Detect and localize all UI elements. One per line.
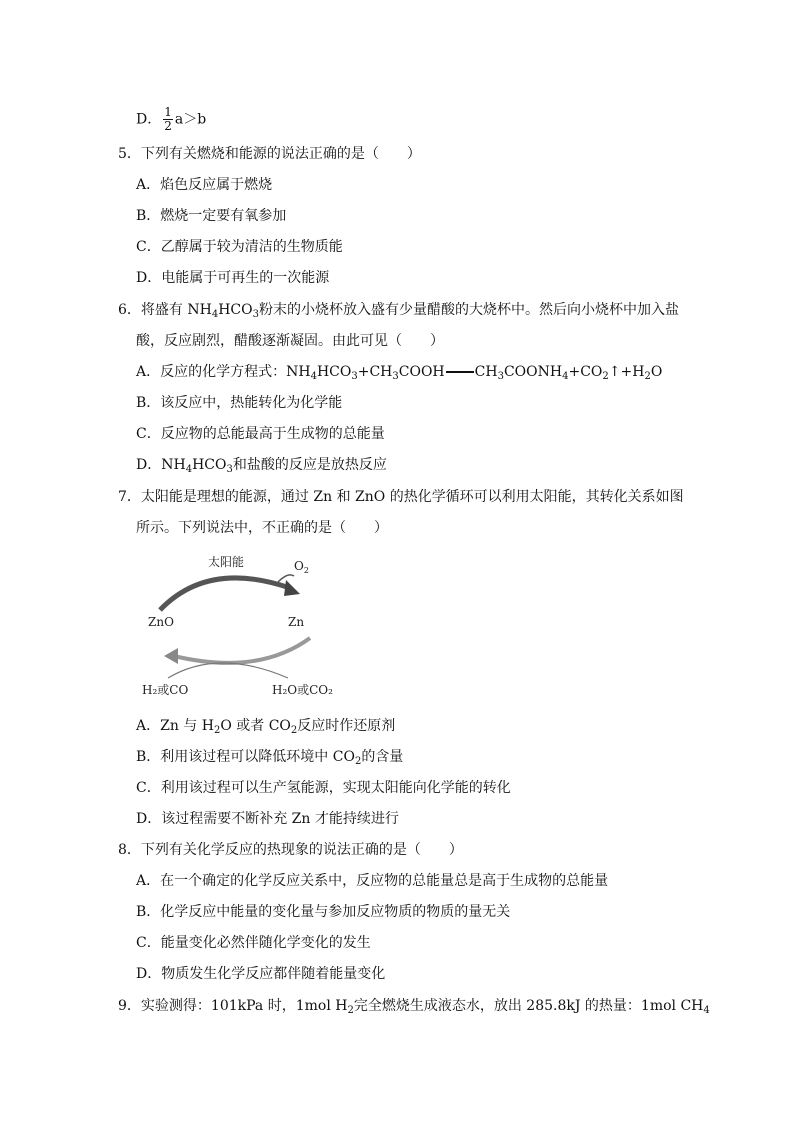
diagram-label-solar: 太阳能 (208, 555, 245, 569)
question-8-stem (118, 840, 463, 860)
question-7-stem-line2: 所示。下列说法中，不正确的是（ ） (136, 520, 388, 536)
question-number: 6． (118, 302, 141, 318)
question-number: 5． (118, 146, 141, 162)
question-9-stem: 9．实验测得：101kPa 时，1mol $H_2$完全燃烧生成液态水，放出 285.8kJ 的热量：1mol $CH_4$ (118, 998, 710, 1016)
q6-option-c: C．反应物的总能最高于生成物的总能量 (136, 426, 385, 442)
question-5-stem (118, 144, 421, 164)
lower-arrowhead (164, 648, 178, 664)
q7-option-b: B．利用该过程可以降低环境中 $CO_2$的含量 (136, 749, 404, 767)
q5-option-a: A．焰色反应属于燃烧 (136, 177, 273, 193)
q5-option-b: B．燃烧一定要有氧参加 (136, 208, 287, 224)
fraction: $\frac{1}{2}$ (164, 105, 172, 133)
question-7-stem (118, 487, 684, 507)
option-text: a＞b (174, 111, 207, 128)
q8-option-b: B．化学反应中能量的变化量与参加反应物质的物质的量无关 (136, 904, 511, 920)
question-number: 9． (118, 998, 141, 1014)
q7-option-a: A．Zn 与 $H_2O$ 或者 $CO_2$反应时作还原剂 (136, 718, 396, 736)
diagram-label-zno: ZnO (148, 615, 174, 629)
q5-option-c: C．乙醇属于较为清洁的生物质能 (136, 239, 343, 255)
question-6-stem: 6．将盛有 $NH_4HCO_3$粉末的小烧杯放入盛有少量醋酸的大烧杯中。然后向小烧杯中加入盐 (118, 302, 679, 320)
q8-option-d: D．物质发生化学反应都伴随着能量变化 (136, 966, 386, 982)
diagram-label-h2o-co2: H₂O或CO₂ (272, 683, 333, 697)
question-text: 下列有关燃烧和能源的说法正确的是（ ） (140, 146, 421, 162)
q8-option-c: C．能量变化必然伴随化学变化的发生 (136, 935, 371, 951)
crossing-arc (168, 663, 288, 678)
q7-option-d: D．该过程需要不断补充 Zn 才能持续进行 (136, 811, 399, 827)
question-number: 8． (118, 842, 141, 858)
question-text: 太阳能是理想的能源，通过 Zn 和 ZnO 的热化学循环可以利用太阳能，其转化关系如图 (140, 489, 684, 505)
q7-option-c: C．利用该过程可以生产氢能源，实现太阳能向化学能的转化 (136, 780, 511, 796)
option-label: D． (136, 111, 162, 128)
q6-option-b: B．该反应中，热能转化为化学能 (136, 395, 343, 411)
q4-option-d (136, 106, 206, 133)
diagram-label-zn: Zn (288, 615, 305, 629)
diagram-label-o2: $O_2$ (294, 559, 309, 575)
equation-bar (446, 371, 474, 373)
q8-option-a: A．在一个确定的化学反应关系中，反应物的总能量总是高于生成物的总能量 (136, 873, 609, 889)
zn-cycle-diagram (138, 552, 338, 700)
upper-arrowhead (284, 580, 300, 596)
question-text: 下列有关化学反应的热现象的说法正确的是（ ） (140, 842, 463, 858)
q5-option-d: D．电能属于可再生的一次能源 (136, 270, 330, 286)
question-6-stem-line2: 酸，反应剧烈，醋酸逐渐凝固。由此可见（ ） (136, 333, 444, 349)
lower-arc-arrow (174, 638, 310, 663)
diagram-label-h2-co: H₂或CO (142, 683, 189, 697)
upper-arc-arrow (160, 578, 290, 610)
q6-option-a: A．反应的化学方程式：$NH_4HCO_3+CH_3COOH$ $CH_3COONH_4+CO_2↑+H_2O$ (136, 364, 663, 382)
question-number: 7． (118, 489, 141, 505)
q6-option-d: D．$NH_4HCO_3$和盐酸的反应是放热反应 (136, 457, 387, 475)
